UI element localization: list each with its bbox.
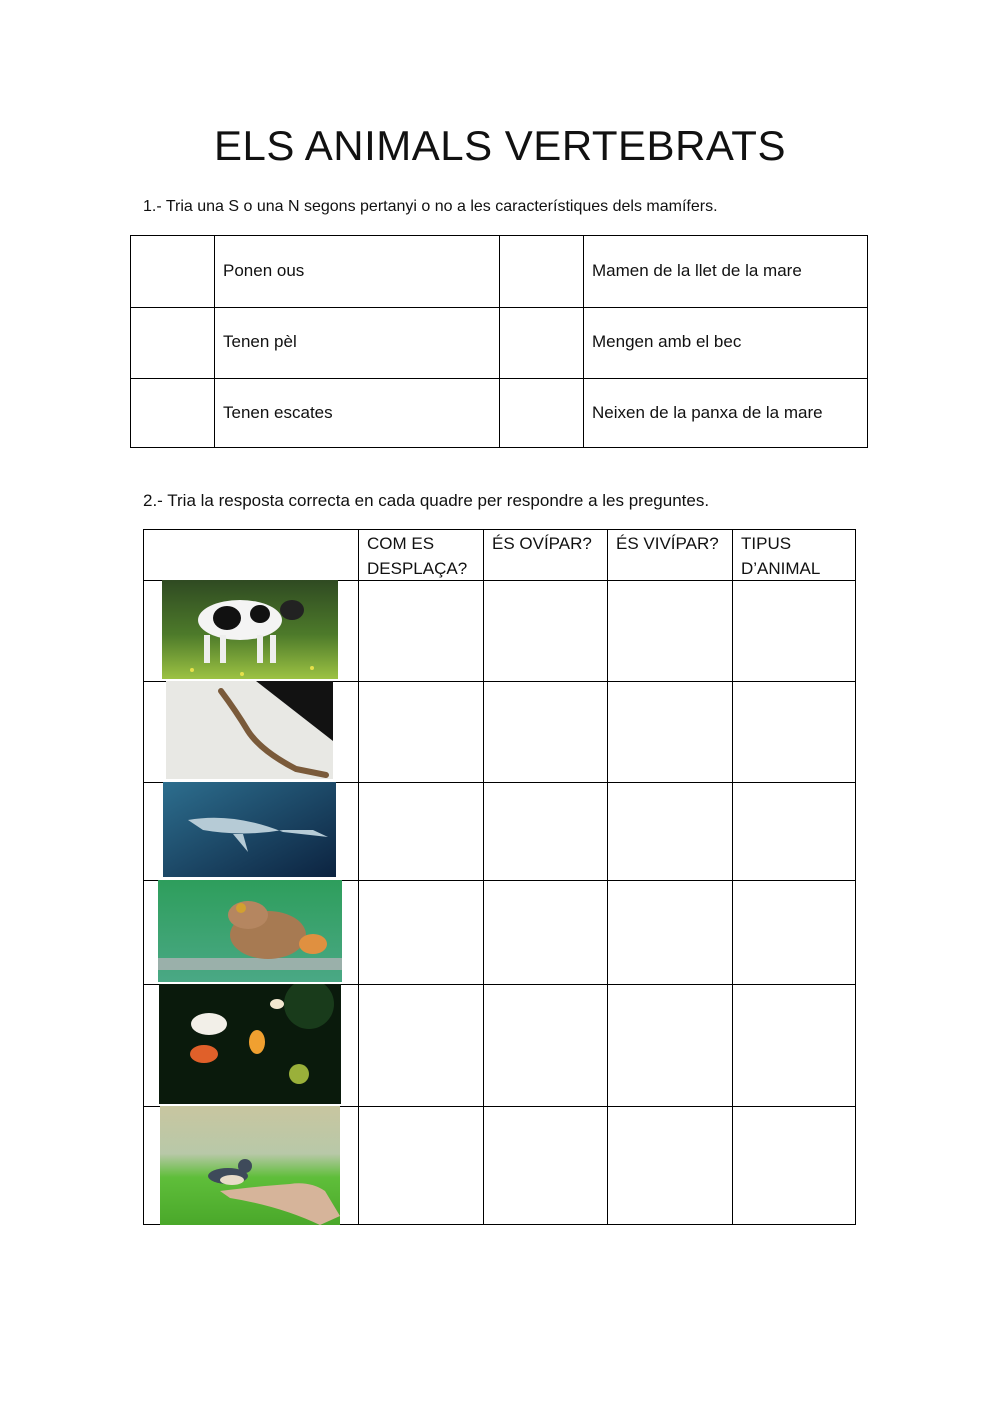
trait-label: Mamen de la llet de la mare bbox=[592, 261, 802, 280]
answer-cell-fish-animal-type[interactable] bbox=[732, 984, 855, 1104]
answer-cell-frog-movement[interactable] bbox=[358, 880, 481, 982]
answer-cell-cow-viviparous[interactable] bbox=[607, 580, 730, 679]
answer-cell-frog-oviparous[interactable] bbox=[483, 880, 605, 982]
answer-cell-cow-movement[interactable] bbox=[358, 580, 481, 679]
trait-label: Mengen amb el bec bbox=[592, 332, 742, 351]
answer-cell-whale-movement[interactable] bbox=[358, 782, 481, 877]
trait-label: Tenen pèl bbox=[223, 332, 297, 351]
header-movement: COM ES DESPLAÇA? bbox=[367, 534, 468, 578]
trait-label: Ponen ous bbox=[223, 261, 305, 280]
answer-cell-lizard-movement[interactable] bbox=[358, 681, 481, 779]
answer-cell-bird-movement[interactable] bbox=[358, 1106, 481, 1224]
whale-photo bbox=[163, 782, 336, 877]
answer-cell-mengen[interactable] bbox=[500, 308, 583, 378]
trait-label: Neixen de la panxa de la mare bbox=[592, 403, 823, 422]
answer-cell-tenen-pel[interactable] bbox=[131, 308, 214, 378]
answer-cell-whale-oviparous[interactable] bbox=[483, 782, 605, 877]
header-animal-type: TIPUS D’ANIMAL bbox=[741, 534, 821, 578]
answer-cell-cow-oviparous[interactable] bbox=[483, 580, 605, 679]
divider bbox=[214, 236, 215, 447]
divider bbox=[583, 236, 584, 447]
answer-cell-fish-viviparous[interactable] bbox=[607, 984, 730, 1104]
frog-photo bbox=[158, 880, 342, 982]
answer-cell-lizard-animal-type[interactable] bbox=[732, 681, 855, 779]
answer-cell-mamen[interactable] bbox=[500, 236, 583, 307]
answer-cell-fish-movement[interactable] bbox=[358, 984, 481, 1104]
exercise-1-instruction: 1.- Tria una S o una N segons pertanyi o no a les característiques dels mamífers. bbox=[143, 198, 718, 215]
header-viviparous: ÉS VIVÍPAR? bbox=[616, 534, 719, 553]
answer-cell-bird-oviparous[interactable] bbox=[483, 1106, 605, 1224]
goldfish-photo bbox=[159, 984, 341, 1104]
answer-cell-whale-animal-type[interactable] bbox=[732, 782, 855, 877]
answer-cell-lizard-oviparous[interactable] bbox=[483, 681, 605, 779]
answer-cell-escates[interactable] bbox=[131, 379, 214, 449]
answer-cell-ponen-ous[interactable] bbox=[131, 236, 214, 307]
answer-cell-bird-animal-type[interactable] bbox=[732, 1106, 855, 1224]
answer-cell-cow-animal-type[interactable] bbox=[732, 580, 855, 679]
header-oviparous: ÉS OVÍPAR? bbox=[492, 534, 592, 553]
answer-cell-frog-viviparous[interactable] bbox=[607, 880, 730, 982]
answer-cell-lizard-viviparous[interactable] bbox=[607, 681, 730, 779]
cow-photo bbox=[162, 580, 338, 679]
trait-label: Tenen escates bbox=[223, 403, 333, 422]
answer-cell-neixen[interactable] bbox=[500, 379, 583, 449]
bird-photo bbox=[160, 1106, 340, 1225]
exercise-2-instruction: 2.- Tria la resposta correcta en cada quadre per respondre a les preguntes. bbox=[143, 491, 710, 510]
page-title: ELS ANIMALS VERTEBRATS bbox=[214, 122, 786, 169]
answer-cell-whale-viviparous[interactable] bbox=[607, 782, 730, 877]
answer-cell-fish-oviparous[interactable] bbox=[483, 984, 605, 1104]
answer-cell-frog-animal-type[interactable] bbox=[732, 880, 855, 982]
answer-cell-bird-viviparous[interactable] bbox=[607, 1106, 730, 1224]
lizard-photo bbox=[166, 681, 333, 779]
mammal-traits-table bbox=[130, 235, 868, 448]
